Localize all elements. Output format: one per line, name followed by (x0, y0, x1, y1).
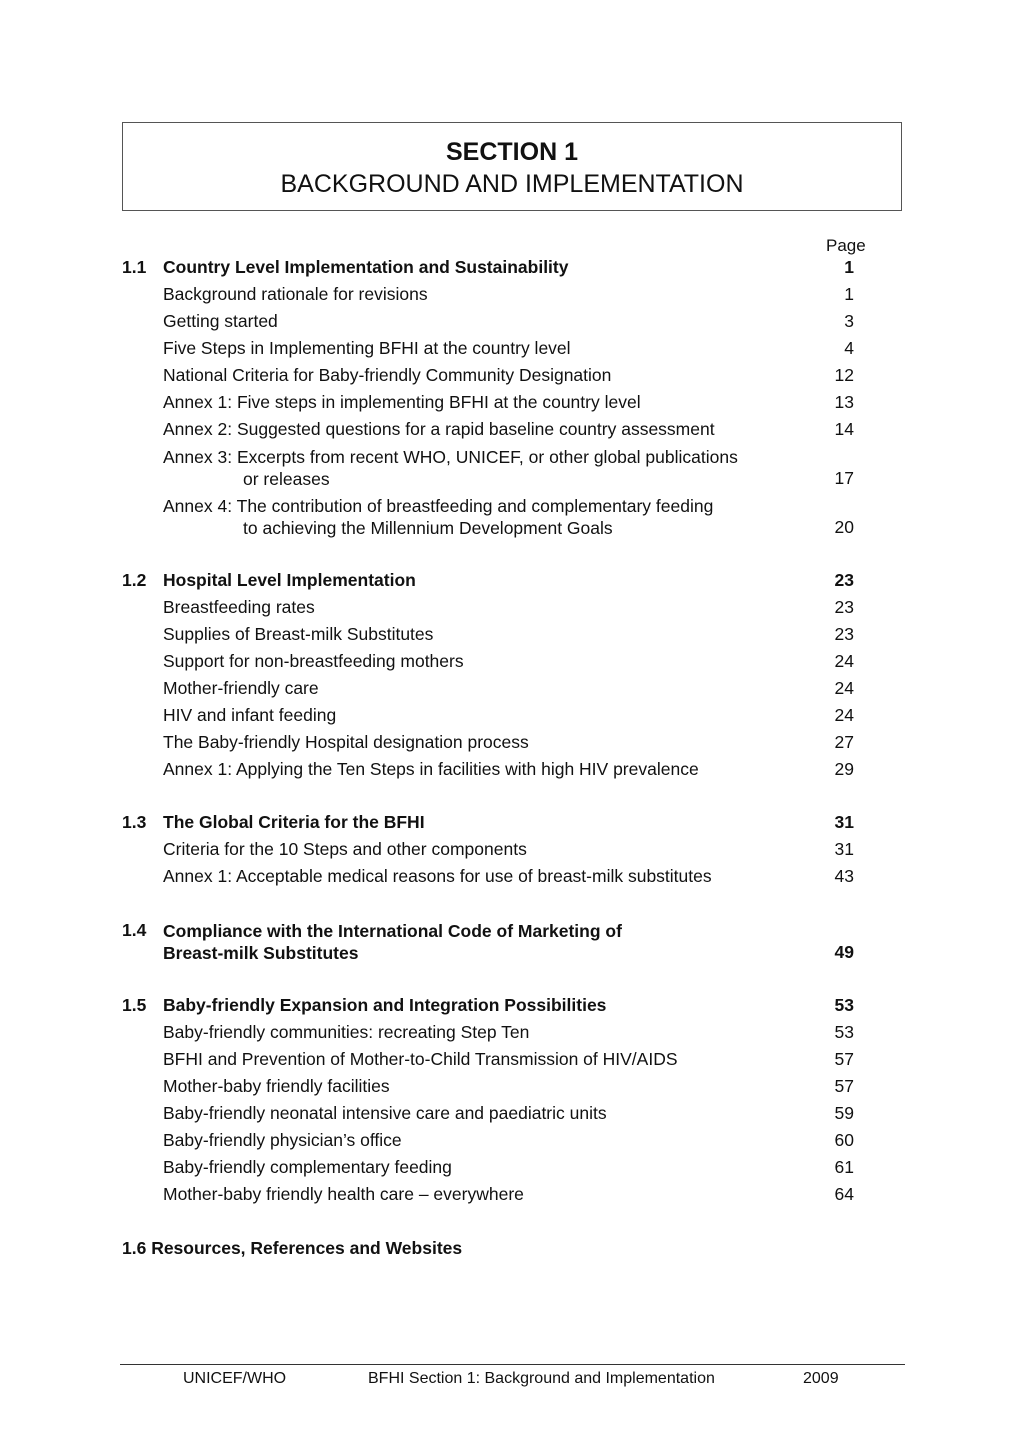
entry-text: Background rationale for revisions (163, 284, 428, 304)
toc-section-1-5 (0, 995, 1024, 1211)
footer-org: UNICEF/WHO (183, 1370, 287, 1387)
toc-entry[interactable] (0, 1076, 1024, 1103)
entry-text: National Criteria for Baby-friendly Community Designation (163, 365, 612, 385)
page-number: 23 (834, 597, 854, 617)
entry-text: HIV and infant feeding (163, 705, 337, 725)
page-number: 29 (834, 759, 854, 779)
toc-entry[interactable] (0, 624, 1024, 651)
page-number: 24 (834, 678, 854, 698)
toc-entry[interactable] (0, 866, 1024, 893)
page-number: 4 (844, 338, 854, 358)
page-number: 1 (844, 257, 854, 277)
entry-text: Baby-friendly communities: recreating Step Ten (163, 1022, 530, 1042)
section-heading: Hospital Level Implementation (163, 570, 416, 590)
toc-entry[interactable] (0, 1130, 1024, 1157)
section-title: BACKGROUND AND IMPLEMENTATION (280, 170, 744, 198)
toc-entry[interactable] (0, 1022, 1024, 1049)
toc-entry[interactable] (0, 338, 1024, 365)
page-number: 17 (834, 468, 854, 488)
toc-entry[interactable] (0, 732, 1024, 759)
entry-text: Mother-baby friendly health care – everywhere (163, 1184, 524, 1204)
entry-line-1: Annex 4: The contribution of breastfeeding and complementary feeding (163, 496, 714, 516)
toc-entry[interactable] (0, 1184, 1024, 1211)
section-number: 1.3 (122, 812, 147, 832)
entry-text: Annex 1: Acceptable medical reasons for use of breast-milk substitutes (163, 866, 712, 886)
entry-text: Baby-friendly complementary feeding (163, 1157, 452, 1177)
section-heading (163, 920, 803, 964)
page-number: 31 (834, 839, 854, 859)
toc-entry[interactable] (0, 284, 1024, 311)
section-number: 1.5 (122, 995, 147, 1015)
entry-text: Mother-friendly care (163, 678, 319, 698)
toc-section-1-2 (0, 570, 1024, 786)
section-number: 1.2 (122, 570, 147, 590)
page-number: 61 (834, 1157, 854, 1177)
heading-line-1: Compliance with the International Code of Marketing of (163, 921, 622, 941)
toc-entry[interactable] (0, 1049, 1024, 1076)
page-number: 23 (834, 624, 854, 644)
section-heading: 1.6 Resources, References and Websites (122, 1238, 463, 1258)
entry-text: Mother-baby friendly facilities (163, 1076, 390, 1096)
section-number: 1.1 (122, 257, 147, 277)
page-number: 59 (834, 1103, 854, 1123)
toc-entry[interactable] (0, 597, 1024, 624)
page-number: 53 (834, 995, 854, 1015)
toc-heading[interactable] (0, 257, 1024, 284)
entry-text: Criteria for the 10 Steps and other components (163, 839, 527, 859)
entry-text: The Baby-friendly Hospital designation process (163, 732, 529, 752)
section-title-box (122, 122, 902, 211)
entry-line-2: to achieving the Millennium Development Goals (243, 518, 613, 538)
entry-text: Baby-friendly physician’s office (163, 1130, 402, 1150)
toc-entry[interactable] (0, 678, 1024, 705)
section-label: SECTION 1 (446, 138, 578, 166)
entry-text: Five Steps in Implementing BFHI at the country level (163, 338, 571, 358)
toc-entry[interactable] (0, 365, 1024, 392)
toc-section-1-1 (0, 257, 1024, 544)
entry-text: Supplies of Breast-milk Substitutes (163, 624, 434, 644)
entry-text: Annex 2: Suggested questions for a rapid baseline country assessment (163, 419, 715, 439)
entry-text (163, 495, 803, 539)
page-number: 27 (834, 732, 854, 752)
page-number: 31 (834, 812, 854, 832)
section-heading: Baby-friendly Expansion and Integration Possibilities (163, 995, 607, 1015)
page-number: 60 (834, 1130, 854, 1150)
entry-text: Annex 1: Five steps in implementing BFHI at the country level (163, 392, 641, 412)
section-heading: The Global Criteria for the BFHI (163, 812, 425, 832)
toc-entry[interactable] (0, 495, 1024, 544)
toc-section-1-4 (0, 920, 1024, 969)
toc-heading[interactable] (0, 995, 1024, 1022)
toc-heading[interactable] (0, 920, 1024, 969)
toc-entry[interactable] (0, 1103, 1024, 1130)
entry-line-1: Annex 3: Excerpts from recent WHO, UNICEF, or other global publications (163, 447, 738, 467)
page-number: 24 (834, 651, 854, 671)
toc-entry[interactable] (0, 392, 1024, 419)
page-column-header: Page (826, 236, 866, 255)
toc-heading[interactable] (0, 570, 1024, 597)
page-number: 43 (834, 866, 854, 886)
section-heading: Country Level Implementation and Sustainability (163, 257, 569, 277)
page-number: 3 (844, 311, 854, 331)
page-number: 1 (844, 284, 854, 304)
page-number: 14 (834, 419, 854, 439)
toc-entry[interactable] (0, 1157, 1024, 1184)
entry-text (163, 446, 803, 490)
entry-text: BFHI and Prevention of Mother-to-Child Transmission of HIV/AIDS (163, 1049, 678, 1069)
toc-entry[interactable] (0, 446, 1024, 495)
entry-text: Support for non-breastfeeding mothers (163, 651, 464, 671)
entry-text: Getting started (163, 311, 278, 331)
toc-entry[interactable] (0, 705, 1024, 732)
footer-doc-title: BFHI Section 1: Background and Implementation (368, 1370, 715, 1387)
heading-line-2: Breast-milk Substitutes (163, 943, 359, 963)
toc-entry[interactable] (0, 419, 1024, 446)
toc-entry[interactable] (0, 651, 1024, 678)
page-number: 49 (834, 942, 854, 962)
toc-heading[interactable] (0, 812, 1024, 839)
entry-text: Annex 1: Applying the Ten Steps in facilities with high HIV prevalence (163, 759, 699, 779)
toc-section-1-3 (0, 812, 1024, 893)
page-number: 53 (834, 1022, 854, 1042)
page-number: 57 (834, 1049, 854, 1069)
toc-entry[interactable] (0, 839, 1024, 866)
page-number: 64 (834, 1184, 854, 1204)
footer-divider (120, 1364, 905, 1365)
footer-year: 2009 (803, 1370, 839, 1387)
entry-text: Breastfeeding rates (163, 597, 315, 617)
section-number: 1.4 (122, 920, 147, 940)
toc-heading[interactable] (0, 1238, 1024, 1265)
toc-section-1-6 (0, 1238, 1024, 1265)
page-number: 13 (834, 392, 854, 412)
page-number: 20 (834, 517, 854, 537)
page-number: 12 (834, 365, 854, 385)
toc-entry[interactable] (0, 311, 1024, 338)
toc-entry[interactable] (0, 759, 1024, 786)
page-number: 23 (834, 570, 854, 590)
entry-line-2: or releases (243, 469, 330, 489)
page-number: 57 (834, 1076, 854, 1096)
page-number: 24 (834, 705, 854, 725)
entry-text: Baby-friendly neonatal intensive care and paediatric units (163, 1103, 607, 1123)
